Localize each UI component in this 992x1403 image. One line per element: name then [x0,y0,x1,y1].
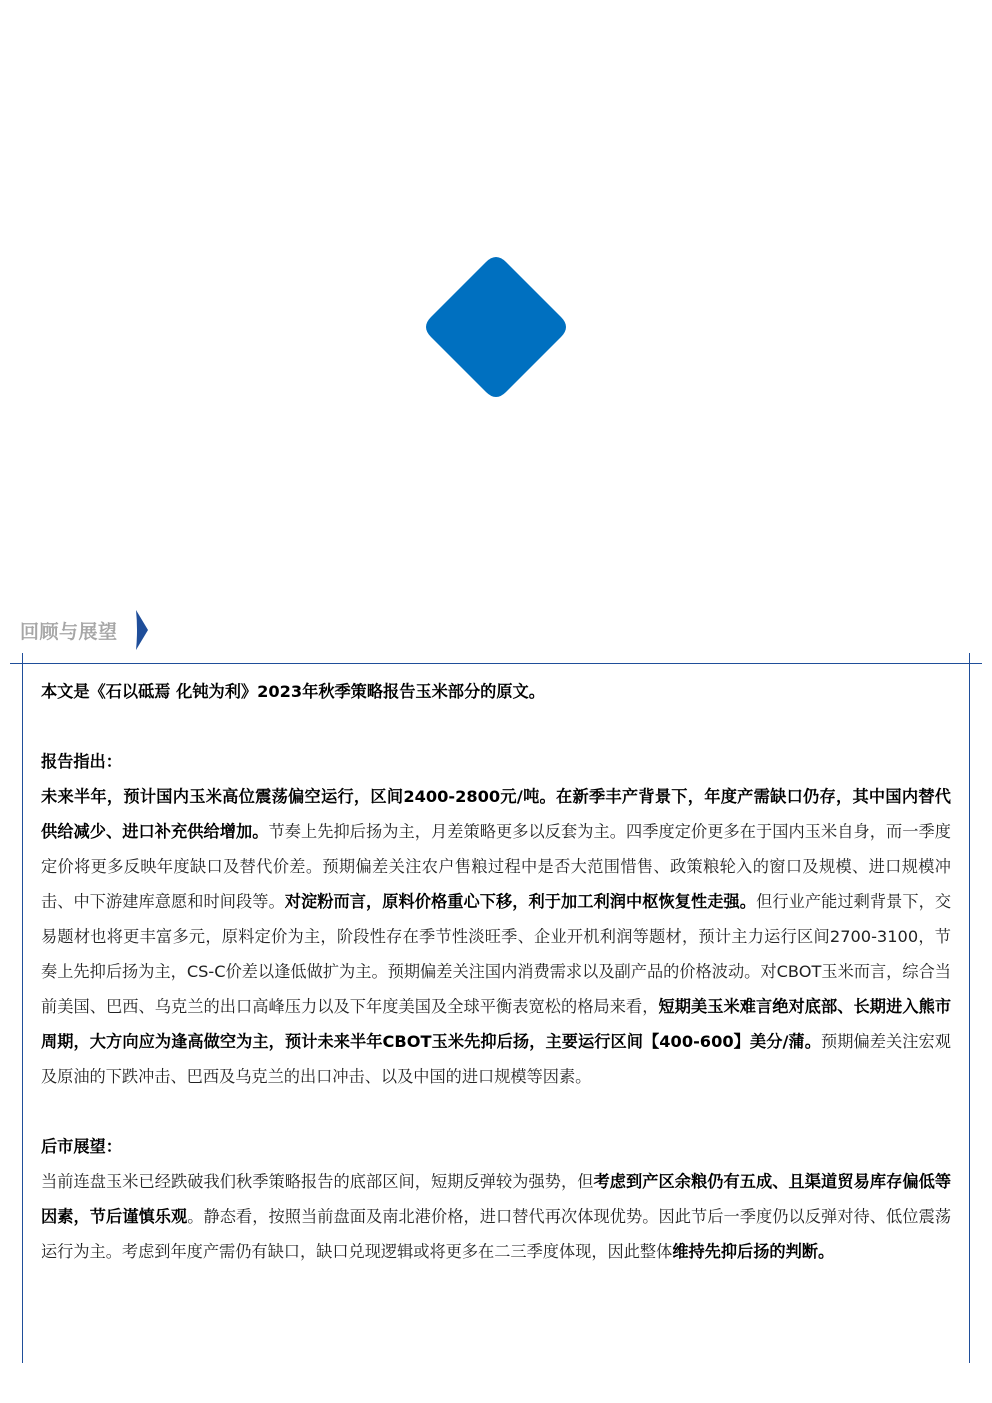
report-heading [41,744,951,779]
outlook-bold-1: 考虑到产区余粮仍有五成、且渠道贸易库存偏低等因素，节后谨慎乐观 [41,1172,952,1226]
report-bold-3: 短期美玉米难言绝对底部、长期进入熊市周期，大方向应为逢高做空为主，预计未来半年CBOT玉米先抑后扬，主要运行区间【400-600】美分/蒲。 [41,997,952,1051]
diamond-logo [425,256,567,398]
diamond-logo-icon [425,256,567,398]
outlook-bold-2: 维持先抑后扬的判断。 [672,1242,835,1261]
report-text-2: 但行业产能过剩背景下，交易题材也将更丰富多元，原料定价为主，阶段性存在季节性淡旺季、企业开机利润等题材，预计主力运行区间2700-3100，节奏上先抑后扬为主，CS-C价差以逢低做扩为主。预期偏差关注国内消费需求以及副产品的价格波动。对CBOT玉米而言，综合当前美国、巴西、乌克兰的出口高峰压力以及下年度美国及全球平衡表宽松的格局来看， [41,892,952,1016]
report-heading-text: 报告指出： [41,752,122,771]
report-text-1: 节奏上先抑后扬为主，月差策略更多以反套为主。四季度定价更多在于国内玉米自身，而一季度定价将更多反映年度缺口及替代价差。预期偏差关注农户售粮过程中是否大范围惜售、政策粮轮入的窗口及规模、进口规模冲击、中下游建库意愿和时间段等。 [41,822,951,911]
intro-line [41,674,951,709]
intro-text: 本文是《石以砥焉 化钝为利》2023年秋季策略报告玉米部分的原文。 [41,682,545,701]
section-arrow-icon [135,610,149,650]
outlook-paragraph [41,1164,951,1269]
report-text-3: 预期偏差关注宏观及原油的下跌冲击、巴西及乌克兰的出口冲击、以及中国的进口规模等因素。 [41,1032,951,1086]
left-rule [22,653,23,1363]
report-bold-1: 未来半年，预计国内玉米高位震荡偏空运行，区间2400-2800元/吨。在新季丰产背景下，年度产需缺口仍存，其中国内替代供给减少、进口补充供给增加。 [41,787,951,841]
outlook-heading [41,1129,951,1164]
right-rule [969,653,970,1363]
report-bold-2: 对淀粉而言，原料价格重心下移，利于加工利润中枢恢复性走强。 [284,892,757,911]
report-paragraph [41,779,951,1094]
outlook-text-2: 。静态看，按照当前盘面及南北港价格，进口替代再次体现优势。因此节后一季度仍以反弹对待、低位震荡运行为主。考虑到年度产需仍有缺口，缺口兑现逻辑或将更多在二三季度体现，因此整体 [41,1207,952,1261]
section-title: 回顾与展望 [20,621,118,643]
outlook-text-1: 当前连盘玉米已经跌破我们秋季策略报告的底部区间，短期反弹较为强势，但 [41,1172,594,1191]
report-body [41,674,951,1269]
outlook-heading-text: 后市展望： [41,1137,122,1156]
section-header [20,610,220,650]
top-rule [10,663,982,664]
